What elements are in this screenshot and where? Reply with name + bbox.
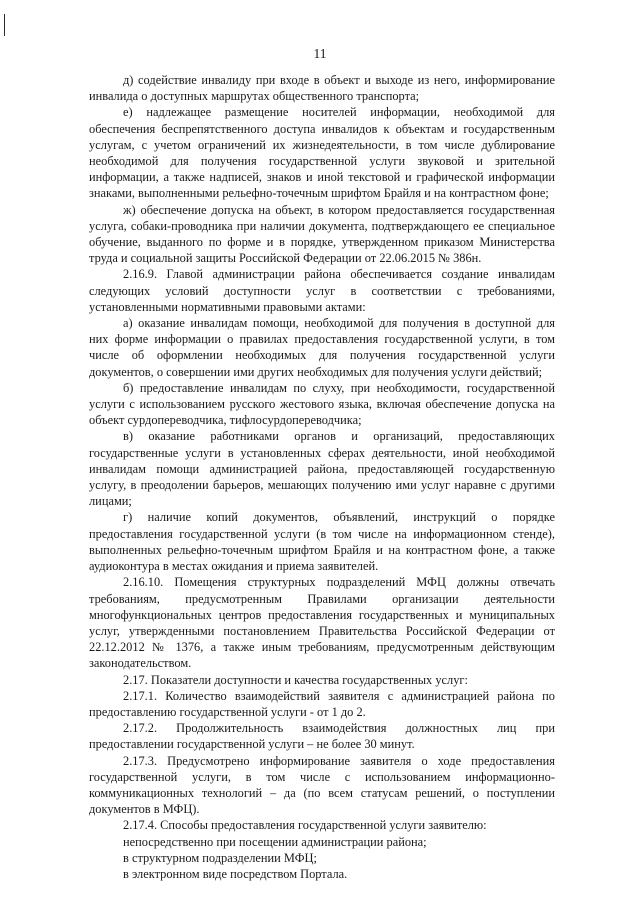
paragraph-2-16-10: 2.16.10. Помещения структурных подразделений МФЦ должны отвечать требованиям, предусмотренным Правилами организации деятельности многофункциональных центров предоставления государственных и муниципальных услуг, утвержденными постановлением Правительства Российской Федерации от 22.12.2012 № 1376, а также иным требованиям, предусмотренным действующим законодательством. [89,575,555,671]
list-item-in-person: непосредственно при посещении администрации района; [123,834,427,849]
paragraph-item-v: в) оказание работниками органов и организаций, предоставляющих государственные услуги в установленных сферах деятельности, иной необходимой инвалидам помощи администрацией района, предоставляющей государственную услугу, в преодолении барьеров, мешающих получению ими услуг наравне с другими лицами; [89,429,555,509]
paragraph-2-17: 2.17. Показатели доступности и качества государственных услуг: [123,672,468,687]
page-number: 11 [313,46,327,61]
paragraph-item-e: е) надлежащее размещение носителей информации, необходимой для обеспечения беспрепятственного доступа инвалидов к объектам и государственным услугам, с учетом ограничений их жизнедеятельности, в том числе дублирование необходимой для получения государственной услуги звуковой и зрительной информации, а также надписей, знаков и иной текстовой и графической информации знаками, выполненными рельефно-точечным шрифтом Брайля и на контрастном фоне; [89,105,555,201]
paragraph-2-16-9: 2.16.9. Главой администрации района обеспечивается создание инвалидам следующих условий доступности услуг в соответствии с требованиями, установленными нормативными правовыми актами: [89,267,555,314]
scan-edge-mark [4,14,5,36]
paragraph-2-17-1: 2.17.1. Количество взаимодействий заявителя с администрацией района по предоставлению государственной услуги - от 1 до 2. [89,688,555,719]
paragraph-item-zh: ж) обеспечение допуска на объект, в котором предоставляется государственная услуга, собаки-проводника при наличии документа, подтверждающего ее специальное обучение, выданного по форме и в порядке, утвержденном приказом Министерства труда и социальной защиты Российской Федерации от 22.06.2015 № 386н. [89,202,555,266]
list-item-portal: в электронном виде посредством Портала. [123,866,348,881]
document-body [89,72,555,882]
paragraph-2-17-4: 2.17.4. Способы предоставления государственной услуги заявителю: [123,818,487,833]
list-item-mfc: в структурном подразделении МФЦ; [123,850,317,865]
paragraph-2-17-2: 2.17.2. Продолжительность взаимодействия должностных лиц при предоставлении государственной услуги – не более 30 минут. [89,721,555,752]
paragraph-item-g: г) наличие копий документов, объявлений, инструкций о порядке предоставления государственной услуги (в том числе на информационном стенде), выполненных рельефно-точечным шрифтом Брайля и на контрастном фоне, а также аудиоконтура в местах ожидания и приема заявителей. [89,510,555,574]
paragraph-item-b: б) предоставление инвалидам по слуху, при необходимости, государственной услуги с использованием русского жестового языка, включая обеспечение допуска на объект сурдопереводчика, тифлосурдопереводчика; [89,380,555,428]
paragraph-item-a: а) оказание инвалидам помощи, необходимой для получения в доступной для них форме информации о правилах предоставления государственной услуги, в том числе об оформлении необходимых для получения государственной услуги документов, о совершении ими других необходимых для получения услуги действий; [89,316,555,379]
paragraph-item-d: д) содействие инвалиду при входе в объект и выходе из него, информирование инвалида о доступных маршрутах общественного транспорта; [89,73,555,104]
paragraph-2-17-3: 2.17.3. Предусмотрено информирование заявителя о ходе предоставления государственной услуги, в том числе с использованием информационно-коммуникационных технологий – да (по всем статусам решений, о поступлении документов в МФЦ). [89,753,555,817]
